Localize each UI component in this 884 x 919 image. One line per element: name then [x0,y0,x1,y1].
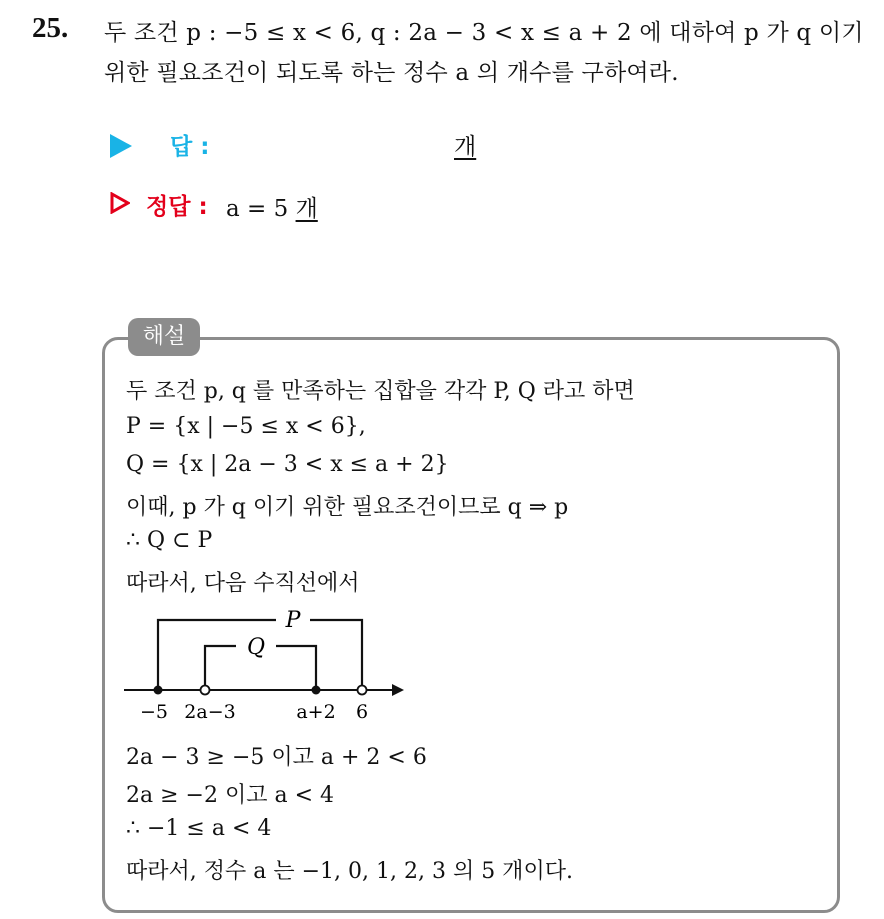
set-p-label: P [285,608,301,633]
correct-answer [226,190,318,223]
open-point-6 [358,686,367,695]
closed-point-minus5 [154,686,163,695]
set-q-label: Q [246,635,266,660]
solution-badge: 해설 [128,318,200,356]
solution-line: P = {x | −5 ≤ x < 6}, [126,414,366,439]
answer-unit: 개 [454,134,477,160]
tick-label: −5 [139,701,169,723]
question-text-line2: 위한 필요조건이 되도록 하는 정수 a 의 개수를 구하여라. [104,60,679,86]
solution-line: ∴ Q ⊂ P [126,528,213,553]
question-number: 25. [32,12,69,44]
solution-line: 두 조건 p, q 를 만족하는 집합을 각각 P, Q 라고 하면 [126,379,635,404]
play-triangle-icon [110,134,132,158]
solution-line: 2a − 3 ≥ −5 이고 a + 2 < 6 [126,745,427,770]
question-text-line1: 두 조건 p : −5 ≤ x < 6, q : 2a − 3 < x ≤ a + 2 에 대하여 p 가 q 이기 [104,20,864,46]
tick-label: a+2 [296,701,336,723]
tick-label: 6 [355,701,369,723]
solution-line: 따라서, 다음 수직선에서 [126,571,360,596]
closed-point-a+2 [312,686,321,695]
solution-line: 이때, p 가 q 이기 위한 필요조건이므로 q ⇒ p [126,495,569,520]
solution-line: Q = {x | 2a − 3 < x ≤ a + 2} [126,452,449,477]
outline-triangle-icon [110,192,130,214]
correct-answer-unit: 개 [295,196,318,222]
answer-label: 답 : [170,134,210,160]
number-line-diagram [118,600,418,730]
solution-line: 2a ≥ −2 이고 a < 4 [126,783,334,808]
solution-line: 따라서, 정수 a 는 −1, 0, 1, 2, 3 의 5 개이다. [126,859,573,884]
solution-line: ∴ −1 ≤ a < 4 [126,816,272,841]
correct-answer-value: a = 5 [226,196,289,222]
open-point-2a-3 [201,686,210,695]
tick-label: 2a−3 [184,701,236,723]
correct-answer-label: 정답 : [146,194,208,220]
axis-arrow-icon [392,684,404,696]
